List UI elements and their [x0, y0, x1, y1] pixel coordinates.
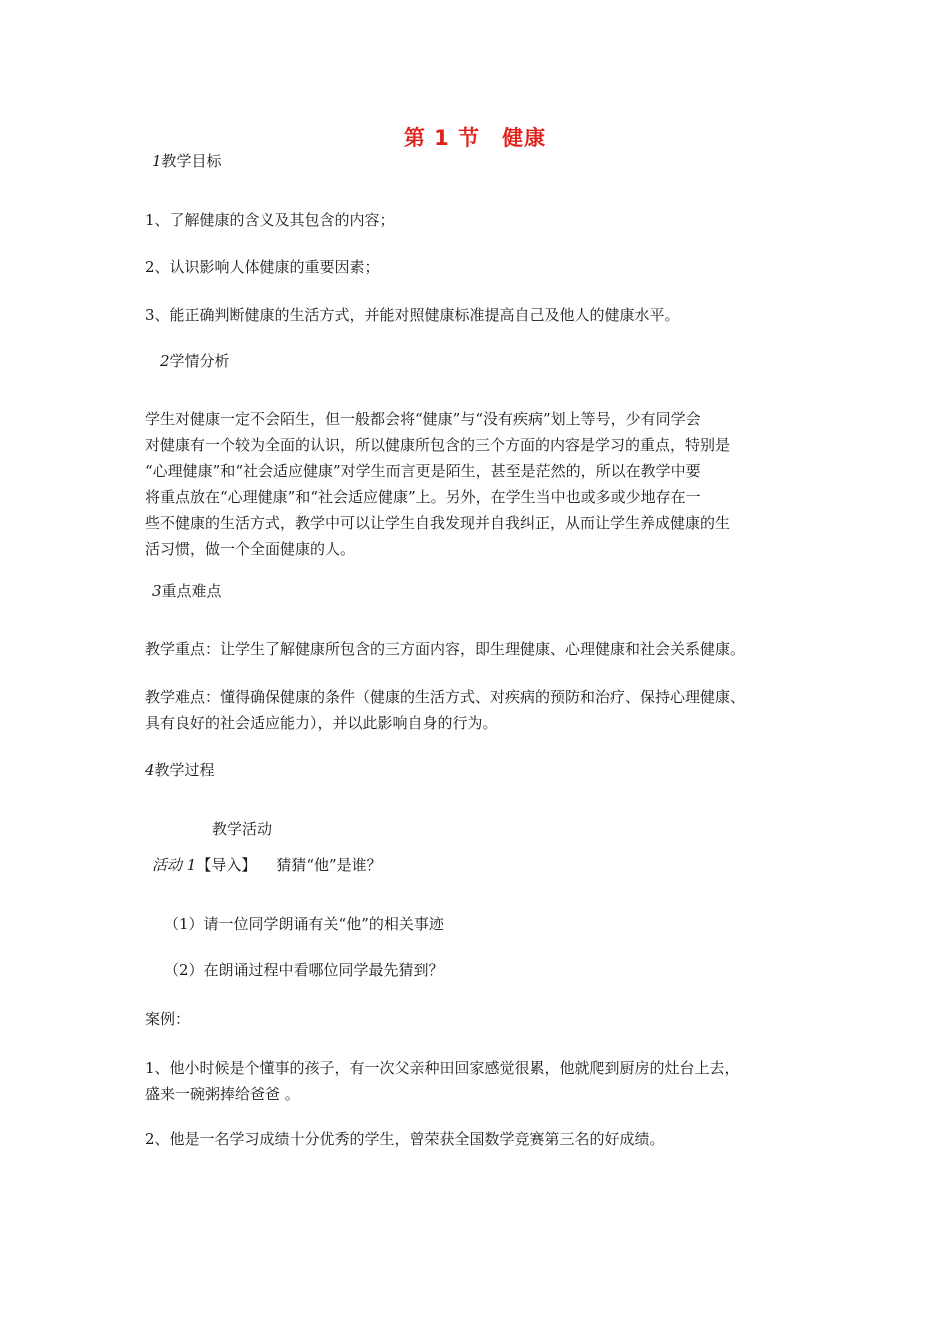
case-label: 案例：: [145, 1010, 191, 1028]
section-heading-process: [145, 757, 215, 783]
section-number: 3: [152, 582, 162, 600]
activities-label: 教学活动: [212, 820, 273, 838]
objective-item: 3、能正确判断健康的生活方式，并能对照健康标准提高自己及他人的健康水平。: [145, 306, 680, 324]
section-label: 教学过程: [154, 761, 215, 779]
key-point-text: 教学重点：让学生了解健康所包含的三方面内容，即生理健康、心理健康和社会关系健康。: [145, 640, 746, 658]
section-number: 1: [152, 152, 162, 170]
analysis-line: 学生对健康一定不会陌生，但一般都会将“健康”与“没有疾病”划上等号，少有同学会: [145, 410, 701, 428]
analysis-line: 活习惯，做一个全面健康的人。: [145, 540, 356, 558]
activity-text: 猜猜“他”是谁？: [276, 856, 382, 874]
difficulty-line: 具有良好的社会适应能力），并以此影响自身的行为。: [145, 714, 498, 732]
activity-prefix: 活动 1: [152, 856, 197, 874]
section-number: 4: [145, 761, 155, 779]
objective-item: 2、认识影响人体健康的重要因素；: [145, 258, 380, 276]
objective-item: 1、了解健康的含义及其包含的内容；: [145, 211, 395, 229]
section-label: 教学目标: [161, 152, 222, 170]
title-number: 第 1 节: [403, 126, 481, 150]
case-2-text: 2、他是一名学习成绩十分优秀的学生，曾荣获全国数学竞赛第三名的好成绩。: [145, 1130, 665, 1148]
case-line: 盛来一碗粥捧给爸爸 。: [145, 1085, 300, 1103]
activity-step: （2）在朗诵过程中看哪位同学最先猜到？: [164, 961, 444, 979]
section-number: 2: [160, 352, 170, 370]
difficulty-line: 教学难点：懂得确保健康的条件（健康的生活方式、对疾病的预防和治疗、保持心理健康、: [145, 688, 746, 706]
analysis-line: 将重点放在“心理健康”和“社会适应健康”上。另外，在学生当中也或多或少地存在一: [145, 488, 701, 506]
analysis-paragraph: [145, 406, 810, 562]
case-line: 1、他小时候是个懂事的孩子，有一次父亲种田回家感觉很累，他就爬到厨房的灶台上去，: [145, 1059, 740, 1077]
section-heading-objectives: [152, 148, 222, 174]
case-1-paragraph: [145, 1055, 810, 1107]
section-heading-analysis: [160, 348, 230, 374]
title-name: 健康: [502, 126, 547, 150]
analysis-line: 对健康有一个较为全面的认识，所以健康所包含的三个方面的内容是学习的重点，特别是: [145, 436, 731, 454]
analysis-line: 些不健康的生活方式，教学中可以让学生自我发现并自我纠正，从而让学生养成健康的生: [145, 514, 731, 532]
section-label: 学情分析: [169, 352, 230, 370]
analysis-line: “心理健康”和“社会适应健康”对学生而言更是陌生，甚至是茫然的，所以在教学中要: [145, 462, 701, 480]
section-heading-key-points: [152, 578, 222, 604]
section-label: 重点难点: [161, 582, 222, 600]
activity-tag: 【导入】: [196, 856, 257, 874]
difficulty-paragraph: [145, 684, 810, 736]
activity-step: （1）请一位同学朗诵有关“他”的相关事迹: [164, 915, 444, 933]
activity-1-heading: [152, 852, 382, 878]
page-title: [0, 122, 950, 152]
